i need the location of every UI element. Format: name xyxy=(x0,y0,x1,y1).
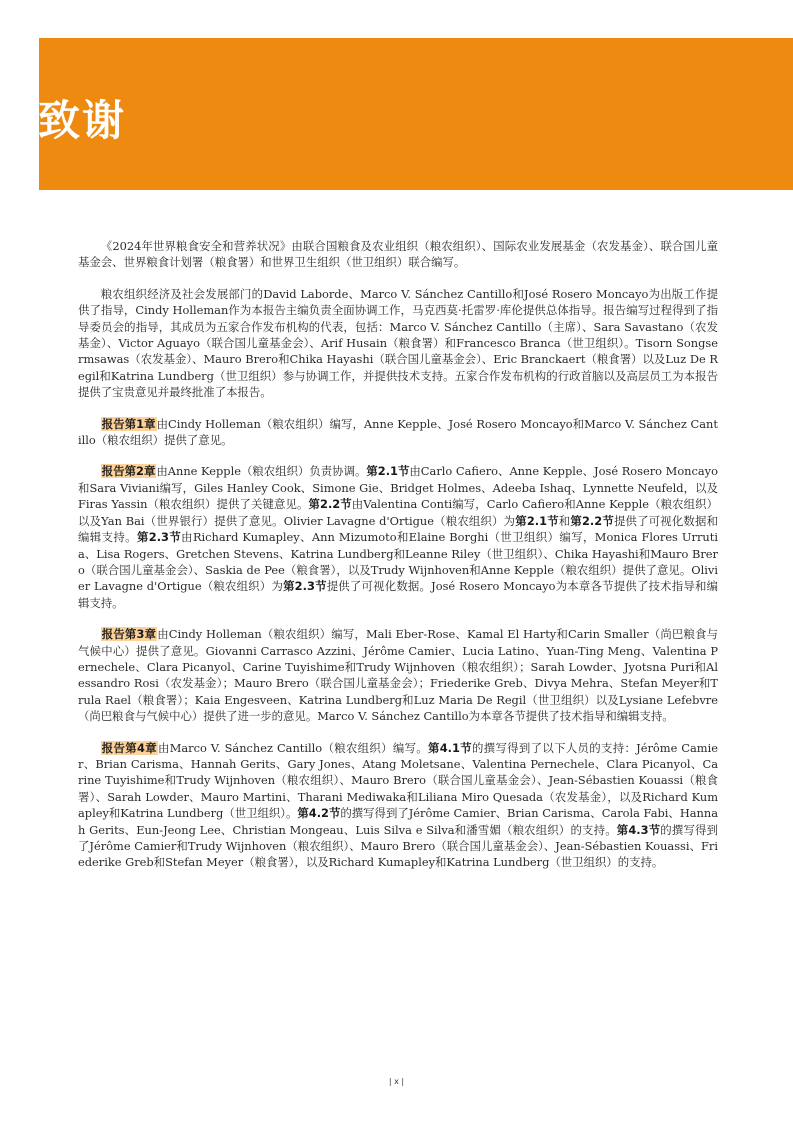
chapter-1-highlight: 报告第1章 xyxy=(101,416,156,431)
section-ref: 第4.3节 xyxy=(616,822,661,837)
title-banner xyxy=(39,38,793,190)
section-ref: 第2.1节 xyxy=(515,513,559,528)
paragraph-text: 由Cindy Holleman（粮农组织）编写，Anne Kepple、José Rosero Moncayo和Marco V. Sánchez Cantillo（粮农组织）提供了意见。 xyxy=(78,416,718,448)
page-title: 致谢 xyxy=(38,96,127,145)
paragraph-chapter-1 xyxy=(78,416,718,449)
section-ref: 第2.1节 xyxy=(366,464,410,479)
paragraph-text: 由Richard Kumapley、Ann Mizumoto和Elaine Borghi（世卫组织）编写，Monica Flores Urrutia、Lisa Rogers、Gretchen Stevens、Katrina Lundberg和Leanne Riley（世卫组织）、Chika Hayashi和Mauro Brero（联合国儿童基金会）、Saskia de Pee（粮食署），以及Trudy Wijnhoven和Anne Kepple（粮农组织）提供了意见。Olivier Lavagne d'Ortigue（粮农组织）为 xyxy=(78,530,718,594)
paragraph-text: 由Valentina Conti编写，Carlo Cafiero和Anne Kepple（粮农组织）以及Yan Bai（世界银行）提供了意见。Olivier Lavagne d'Ortigue（粮农组织）为 xyxy=(78,497,718,528)
paragraph-text: 由Anne Kepple（粮农组织）负责协调。 xyxy=(156,464,367,479)
paragraph-text: 的撰写得到了以下人员的支持：Jérôme Camier、Brian Carisma、Hannah Gerits、Gary Jones、Atang Moletsane、Valentina Pernechele、Clara Picanyol、Carine Tuyishime和Trudy Wijnhoven（粮农组织）、Mauro Brero（联合国儿童基金会）、Jean-Sébastien Kouassi（粮食署）、Sarah Lowder、Mauro Martini、Tharani Mediwaka和Liliana Miro Quesada（农发基金），以及Richard Kumapley和Katrina Lundberg（世卫组织）。 xyxy=(78,740,718,821)
paragraph-chapter-2 xyxy=(78,463,718,611)
paragraph-chapter-4 xyxy=(78,740,718,871)
paragraph-chapter-3 xyxy=(78,626,718,724)
chapter-4-highlight: 报告第4章 xyxy=(101,740,157,755)
paragraph-text: 《2024年世界粮食安全和营养状况》由联合国粮食及农业组织（粮农组织）、国际农业发展基金（农发基金）、联合国儿童基金会、世界粮食计划署（粮食署）和世界卫生组织（世卫组织）联合编写。 xyxy=(78,239,718,270)
paragraph-text: 由Carlo Cafiero、Anne Kepple、José Rosero Moncayo和Sara Viviani编写，Giles Hanley Cook、Simone Gie、Bridget Holmes、Adeeba Ishaq、Lynnette Neufeld，以及Firas Yassin（粮农组织）提供了关键意见。 xyxy=(78,464,718,512)
paragraph-text: 由Marco V. Sánchez Cantillo（粮农组织）编写。 xyxy=(157,740,429,755)
paragraph-text: 和 xyxy=(558,513,571,528)
section-ref: 第2.3节 xyxy=(283,579,327,594)
section-ref: 第2.2节 xyxy=(308,497,352,512)
page-number: | x | xyxy=(388,1077,405,1086)
paragraph-text: 提供了可视化数据和编辑支持。 xyxy=(78,513,718,545)
section-ref: 第4.2节 xyxy=(297,806,341,821)
paragraph-text: 的撰写得到了Jérôme Camier和Trudy Wijnhoven（粮农组织）、Mauro Brero（联合国儿童基金会）、Jean-Sébastien Kouassi、Friederike Greb和Stefan Meyer（粮食署），以及Richard Kumapley和Katrina Lundberg（世卫组织）的支持。 xyxy=(78,822,718,870)
paragraph-text: 提供了可视化数据。José Rosero Moncayo为本章各节提供了技术指导和编辑支持。 xyxy=(78,579,718,610)
chapter-3-highlight: 报告第3章 xyxy=(101,627,157,642)
document-body xyxy=(78,238,718,886)
paragraph-intro xyxy=(78,238,718,271)
section-ref: 第2.2节 xyxy=(570,513,614,528)
paragraph-text: 由Cindy Holleman（粮农组织）编写，Mali Eber-Rose、Kamal El Harty和Carin Smaller（尚巴粮食与气候中心）提供了意见。Giovanni Carrasco Azzini、Jérôme Camier、Lucia Latino、Yuan-Ting Meng、Valentina Pernechele、Clara Picanyol、Carine Tuyishime和Trudy Wijnhoven（粮农组织）；Sarah Lowder、Jyotsna Puri和Alessandro Rosi（农发基金）；Mauro Brero（联合国儿童基金会）；Friederike Greb、Divya Mehra、Stefan Meyer和Trula Rael（粮食署）；Kaia Engesveen、Katrina Lundberg和Luz Maria De Regil（世卫组织）以及Lysiane Lefebvre（尚巴粮食与气候中心）提供了进一步的意见。Marco V. Sánchez Cantillo为本章各节提供了技术指导和编辑支持。 xyxy=(78,627,718,724)
paragraph-guidance xyxy=(78,286,718,401)
section-ref: 第4.1节 xyxy=(428,740,472,755)
paragraph-text: 粮农组织经济及社会发展部门的David Laborde、Marco V. Sánchez Cantillo和José Rosero Moncayo为出版工作提供了指导，Cindy Holleman作为本报告主编负责全面协调工作，马克西莫·托雷罗·库伦提供总体指导。报告编写过程得到了指导委员会的指导，其成员为五家合作发布机构的代表，包括：Marco V. Sánchez Cantillo（主席）、Sara Savastano（农发基金）、Victor Aguayo（联合国儿童基金会）、Arif Husain（粮食署）和Francesco Branca（世卫组织）。Tisorn Songsermsawas（农发基金）、Mauro Brero和Chika Hayashi（联合国儿童基金会）、Eric Branckaert（粮食署）以及Luz De Regil和Katrina Lundberg（世卫组织）参与协调工作，并提供技术支持。五家合作发布机构的行政首脑以及高层员工为本报告提供了宝贵意见并最终批准了本报告。 xyxy=(78,286,718,400)
chapter-2-highlight: 报告第2章 xyxy=(101,464,156,479)
section-ref: 第2.3节 xyxy=(136,530,182,545)
paragraph-text: 的撰写得到了Jérôme Camier、Brian Carisma、Carola Fabi、Hannah Gerits、Eun-Jeong Lee、Christian Mongeau、Luis Silva e Silva和潘雪媚（粮农组织）的支持。 xyxy=(78,806,719,837)
